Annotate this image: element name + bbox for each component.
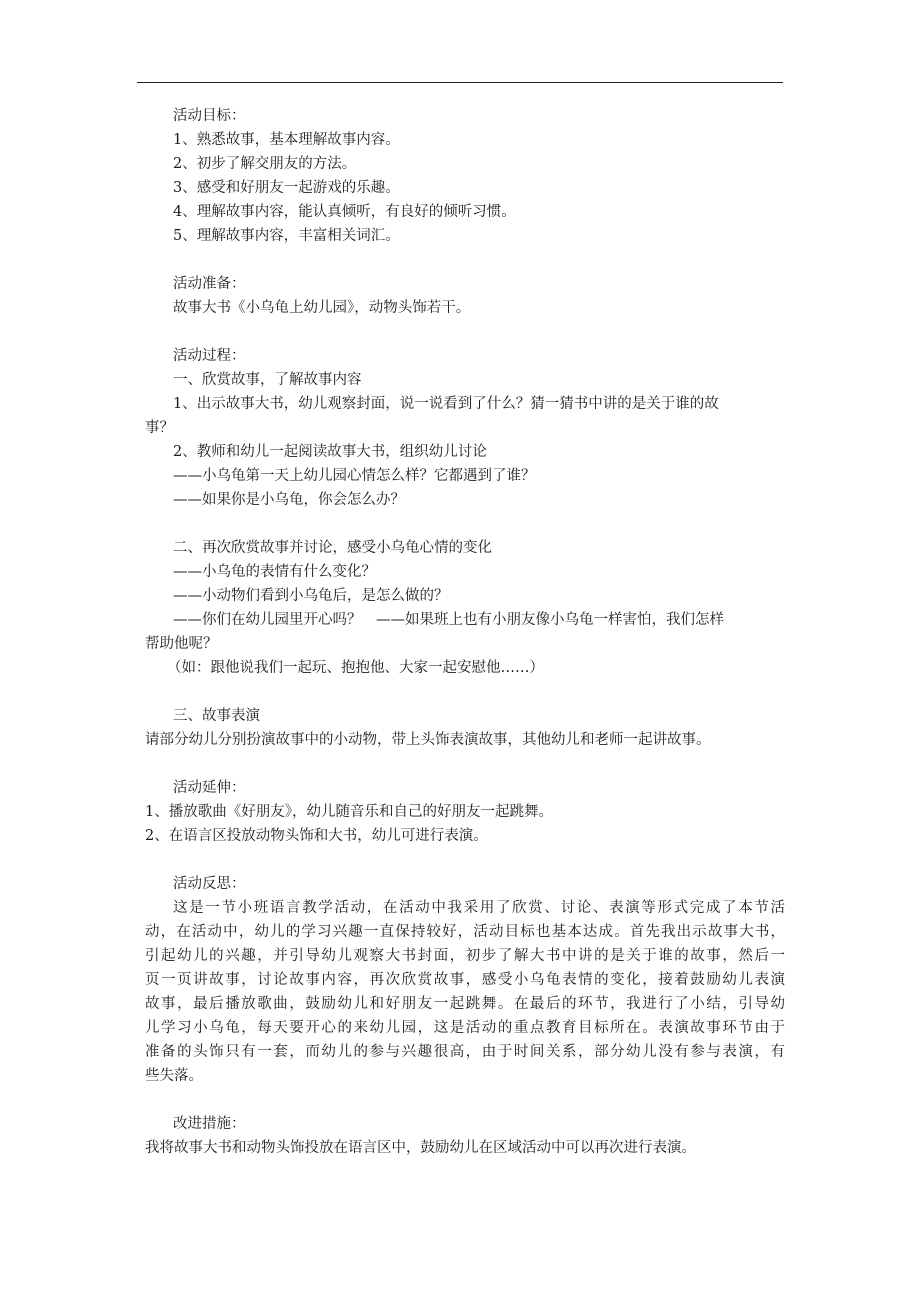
- reflection-line: 这是一节小班语言教学活动，在活动中我采用了欣赏、讨论、表演等形式完成了本节活: [173, 900, 785, 916]
- process-part1-title: 一、欣赏故事，了解故事内容: [173, 372, 362, 388]
- reflection-line: 准备的头饰只有一套，而幼儿的参与兴趣很高，由于时间关系，部分幼儿没有参与表演，有: [145, 1044, 785, 1060]
- process-part2-question: ——小乌龟的表情有什么变化？: [173, 564, 376, 580]
- process-part3-title: 三、故事表演: [173, 708, 260, 724]
- process-part1-step1-cont: 事？: [145, 420, 174, 436]
- reflection-line: 儿学习小乌龟，每天要开心的来幼儿园，这是活动的重点教育目标所在。表演故事环节由于: [145, 1020, 785, 1036]
- goal-item: 4、理解故事内容，能认真倾听，有良好的倾听习惯。: [173, 204, 516, 220]
- process-part2-question: ——你们在幼儿园里开心吗？ ——如果班上也有小朋友像小乌龟一样害怕，我们怎样: [173, 612, 724, 628]
- extension-heading: 活动延伸：: [173, 780, 246, 796]
- section-gap: [173, 752, 785, 776]
- extension-item: 2、在语言区投放动物头饰和大书，幼儿可进行表演。: [145, 828, 488, 844]
- process-part1-step1: 1、出示故事大书，幼儿观察封面，说一说看到了什么？猜一猜书中讲的是关于谁的故: [173, 396, 719, 412]
- reflection-line: 动，在活动中，幼儿的学习兴趣一直保持较好，活动目标也基本达成。首先我出示故事大书，: [145, 924, 785, 940]
- improvement-heading: 改进措施：: [173, 1116, 246, 1132]
- lesson-plan-body: [145, 104, 785, 1160]
- reflection-line: 页一页讲故事，讨论故事内容，再次欣赏故事，感受小乌龟表情的变化，接着鼓励幼儿表演: [145, 972, 785, 988]
- process-part1-step2: 2、教师和幼儿一起阅读故事大书，组织幼儿讨论: [173, 444, 487, 460]
- process-part3-text: 请部分幼儿分别扮演故事中的小动物，带上头饰表演故事，其他幼儿和老师一起讲故事。: [145, 732, 711, 748]
- goal-item: 2、初步了解交朋友的方法。: [173, 156, 357, 172]
- process-part2-title: 二、再次欣赏故事并讨论，感受小乌龟心情的变化: [173, 540, 492, 556]
- section-gap: [173, 248, 785, 272]
- prep-text: 故事大书《小乌龟上幼儿园》，动物头饰若干。: [173, 300, 471, 316]
- reflection-heading: 活动反思：: [173, 876, 246, 892]
- section-gap: [173, 512, 785, 536]
- process-part1-question: ——小乌龟第一天上幼儿园心情怎么样？它都遇到了谁？: [173, 468, 536, 484]
- reflection-line: 故事，最后播放歌曲，鼓励幼儿和好朋友一起跳舞。在最后的环节，我进行了小结，引导幼: [145, 996, 785, 1012]
- process-part2-example: （如：跟他说我们一起玩、抱抱他、大家一起安慰他……）: [167, 660, 544, 676]
- goal-item: 5、理解故事内容，丰富相关词汇。: [173, 228, 400, 244]
- header-divider: [137, 82, 783, 83]
- section-gap: [173, 848, 785, 872]
- goal-item: 3、感受和好朋友一起游戏的乐趣。: [173, 180, 400, 196]
- reflection-paragraph: [145, 896, 785, 1088]
- reflection-line: 些失落。: [145, 1068, 203, 1084]
- section-gap: [173, 680, 785, 704]
- extension-item: 1、播放歌曲《好朋友》，幼儿随音乐和自己的好朋友一起跳舞。: [145, 804, 553, 820]
- prep-heading: 活动准备：: [173, 276, 246, 292]
- reflection-line: 引起幼儿的兴趣，并引导幼儿观察大书封面，初步了解大书中讲的是关于谁的故事，然后一: [145, 948, 785, 964]
- process-heading: 活动过程：: [173, 348, 246, 364]
- goal-item: 1、熟悉故事，基本理解故事内容。: [173, 132, 400, 148]
- goals-heading: 活动目标：: [173, 108, 246, 124]
- section-gap: [173, 320, 785, 344]
- section-gap: [173, 1088, 785, 1112]
- process-part2-question: ——小动物们看到小乌龟后，是怎么做的？: [173, 588, 449, 604]
- process-part1-question: ——如果你是小乌龟，你会怎么办？: [173, 492, 405, 508]
- process-part2-question-cont: 帮助他呢？: [145, 636, 218, 652]
- improvement-text: 我将故事大书和动物头饰投放在语言区中，鼓励幼儿在区域活动中可以再次进行表演。: [145, 1140, 696, 1156]
